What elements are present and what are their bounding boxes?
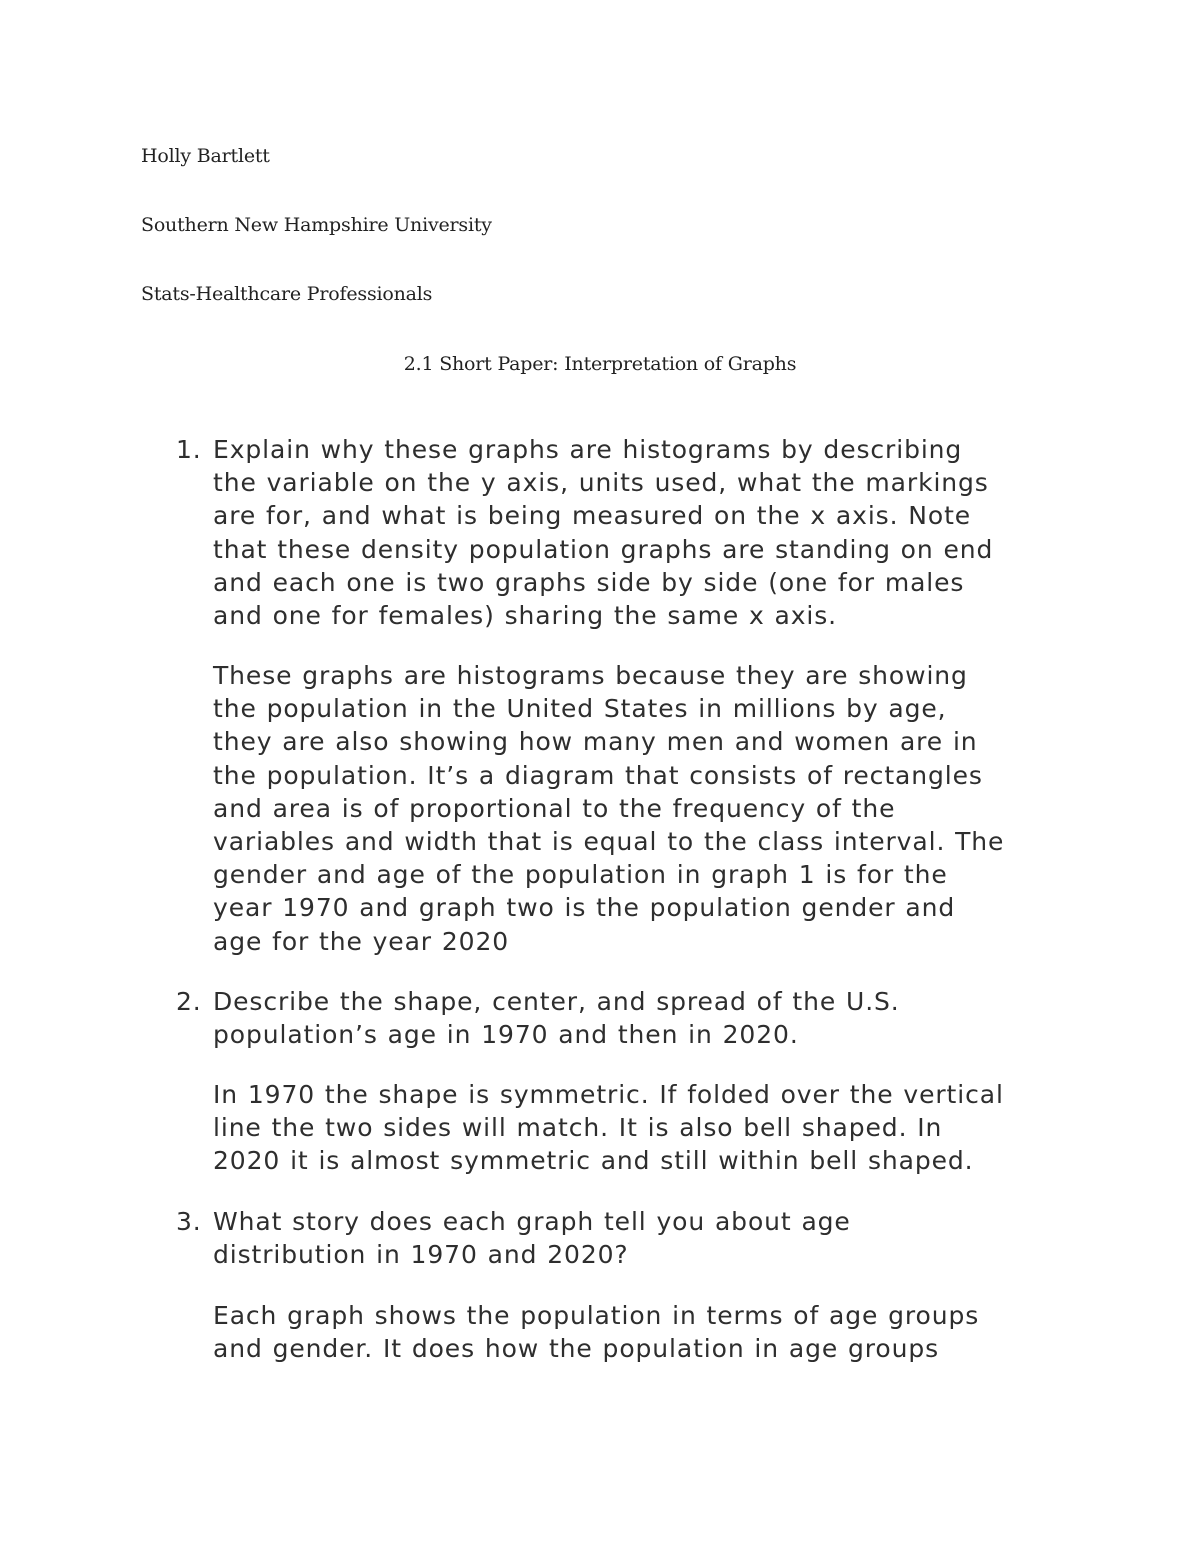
- question-line: are for, and what is being measured on the x axis. Note: [213, 501, 972, 531]
- question-text: [213, 1205, 1076, 1271]
- answer-line: line the two sides will match. It is also bell shaped. In: [213, 1113, 943, 1143]
- answer-line: they are also showing how many men and women are in: [213, 727, 978, 757]
- question-number: 1.: [176, 435, 202, 464]
- answer-line: In 1970 the shape is symmetric. If folded over the vertical: [213, 1080, 1004, 1109]
- question-line: distribution in 1970 and 2020?: [213, 1240, 629, 1270]
- question-text: [213, 433, 1076, 632]
- question-3: [176, 1205, 1076, 1271]
- question-line: Explain why these graphs are histograms by describing: [213, 435, 963, 464]
- answer-line: These graphs are histograms because they are showing: [213, 661, 968, 690]
- school-name: Southern New Hampshire University: [141, 214, 492, 236]
- course-name: Stats-Healthcare Professionals: [141, 283, 433, 305]
- answer-1: [213, 659, 1093, 958]
- question-2: [176, 985, 1076, 1051]
- answer-3: [213, 1299, 1093, 1365]
- answer-line: 2020 it is almost symmetric and still within bell shaped.: [213, 1146, 974, 1176]
- answer-line: the population in the United States in millions by age,: [213, 694, 947, 724]
- answer-2: [213, 1078, 1093, 1178]
- answer-line: age for the year 2020: [213, 926, 510, 956]
- question-number: 3.: [176, 1207, 202, 1236]
- question-line: that these density population graphs are standing on end: [213, 534, 994, 564]
- author-name: Holly Bartlett: [141, 145, 270, 167]
- question-line: Describe the shape, center, and spread of the U.S.: [213, 987, 900, 1016]
- question-text: [213, 985, 1076, 1051]
- paper-title: 2.1 Short Paper: Interpretation of Graphs: [403, 353, 797, 375]
- question-line: What story does each graph tell you about age: [213, 1207, 851, 1236]
- question-1: [176, 433, 1076, 632]
- answer-line: and area is of proportional to the frequency of the: [213, 793, 896, 823]
- question-line: and each one is two graphs side by side (one for males: [213, 567, 965, 597]
- answer-line: gender and age of the population in graph 1 is for the: [213, 860, 948, 890]
- question-number: 2.: [176, 987, 202, 1016]
- question-line: the variable on the y axis, units used, what the markings: [213, 468, 989, 498]
- answer-line: variables and width that is equal to the class interval. The: [213, 827, 1005, 857]
- answer-line: year 1970 and graph two is the population gender and: [213, 893, 956, 923]
- answer-line: and gender. It does how the population in age groups: [213, 1334, 940, 1364]
- answer-line: Each graph shows the population in terms of age groups: [213, 1301, 980, 1330]
- question-line: and one for females) sharing the same x axis.: [213, 601, 838, 631]
- question-line: population’s age in 1970 and then in 2020.: [213, 1020, 799, 1050]
- answer-line: the population. It’s a diagram that consists of rectangles: [213, 760, 983, 790]
